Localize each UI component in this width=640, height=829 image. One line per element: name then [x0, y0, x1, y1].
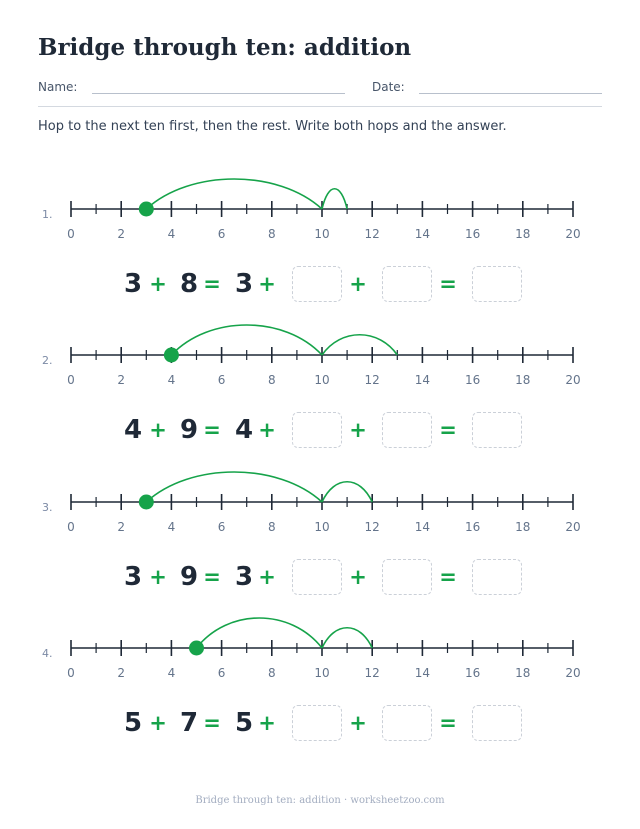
tick-label: 8 — [267, 666, 276, 680]
tick-label: 2 — [117, 520, 126, 534]
problem-1 — [0, 181, 640, 301]
answer-box-sum[interactable] — [472, 705, 522, 741]
tick-label: 18 — [515, 227, 531, 241]
instructions: Hop to the next ten first, then the rest. Write both hops and the answer. — [38, 119, 507, 134]
tick-label: 16 — [464, 373, 481, 387]
tick-label: 6 — [217, 520, 226, 534]
tick-label: 8 — [267, 227, 276, 241]
addend-a-repeat: 5 — [234, 708, 254, 738]
problem-number: 1. — [42, 208, 53, 221]
start-point — [164, 348, 179, 363]
tick-label: 14 — [414, 520, 431, 534]
tick-label: 4 — [167, 227, 176, 241]
addend-b: 9 — [179, 415, 199, 445]
tick-label: 14 — [414, 227, 431, 241]
answer-box-sum[interactable] — [472, 412, 522, 448]
tick-label: 16 — [464, 227, 481, 241]
hop-to-ten — [146, 472, 322, 502]
tick-label: 0 — [67, 227, 75, 241]
worksheet-title: Bridge through ten: addition — [38, 34, 412, 61]
tick-label: 2 — [117, 373, 126, 387]
number-line — [0, 620, 640, 690]
addend-a: 3 — [123, 269, 143, 299]
addend-a-repeat: 3 — [234, 562, 254, 592]
tick-label: 4 — [167, 373, 176, 387]
answer-box-sum[interactable] — [472, 266, 522, 302]
equals-sign: = — [203, 272, 221, 296]
tick-label: 20 — [565, 227, 581, 241]
plus-sign: + — [349, 711, 367, 735]
tick-label: 4 — [167, 520, 176, 534]
tick-label: 8 — [267, 373, 276, 387]
name-label: Name: — [38, 80, 78, 94]
tick-label: 10 — [314, 520, 330, 534]
equals-sign: = — [203, 418, 221, 442]
equals-sign: = — [439, 711, 457, 735]
equals-sign: = — [203, 711, 221, 735]
tick-label: 6 — [217, 373, 226, 387]
tick-label: 12 — [364, 520, 380, 534]
hop-to-ten — [197, 618, 323, 648]
problem-number: 3. — [42, 501, 53, 514]
tick-label: 0 — [67, 666, 75, 680]
plus-sign: + — [149, 272, 167, 296]
tick-label: 12 — [364, 373, 380, 387]
start-point — [139, 495, 154, 510]
tick-label: 20 — [565, 520, 581, 534]
answer-box-hop2[interactable] — [382, 705, 432, 741]
start-point — [139, 202, 154, 217]
plus-sign: + — [258, 272, 276, 296]
addend-b: 8 — [179, 269, 199, 299]
addend-b: 7 — [179, 708, 199, 738]
tick-label: 12 — [364, 227, 380, 241]
addend-a-repeat: 4 — [234, 415, 254, 445]
plus-sign: + — [258, 565, 276, 589]
answer-box-sum[interactable] — [472, 559, 522, 595]
tick-label: 6 — [217, 666, 226, 680]
plus-sign: + — [349, 272, 367, 296]
tick-label: 6 — [217, 227, 226, 241]
tick-label: 16 — [464, 520, 481, 534]
start-point — [189, 641, 204, 656]
problem-4 — [0, 620, 640, 740]
addend-a: 5 — [123, 708, 143, 738]
tick-label: 0 — [67, 373, 75, 387]
tick-label: 0 — [67, 520, 75, 534]
addend-a-repeat: 3 — [234, 269, 254, 299]
addend-b: 9 — [179, 562, 199, 592]
addend-a: 3 — [123, 562, 143, 592]
header-divider — [38, 106, 602, 107]
name-field[interactable] — [92, 93, 345, 94]
tick-label: 14 — [414, 373, 431, 387]
tick-label: 18 — [515, 666, 531, 680]
tick-label: 20 — [565, 666, 581, 680]
tick-label: 20 — [565, 373, 581, 387]
equals-sign: = — [439, 272, 457, 296]
addend-a: 4 — [123, 415, 143, 445]
footer: Bridge through ten: addition · worksheetzoo.com — [195, 795, 445, 806]
answer-box-hop2[interactable] — [382, 412, 432, 448]
answer-box-hop1[interactable] — [292, 559, 342, 595]
plus-sign: + — [258, 711, 276, 735]
answer-box-hop2[interactable] — [382, 266, 432, 302]
plus-sign: + — [149, 418, 167, 442]
equals-sign: = — [439, 418, 457, 442]
tick-label: 10 — [314, 666, 330, 680]
date-label: Date: — [372, 80, 405, 94]
problem-number: 2. — [42, 354, 53, 367]
answer-box-hop2[interactable] — [382, 559, 432, 595]
equals-sign: = — [439, 565, 457, 589]
problem-2 — [0, 327, 640, 447]
number-line — [0, 327, 640, 397]
tick-label: 4 — [167, 666, 176, 680]
tick-label: 16 — [464, 666, 481, 680]
date-field[interactable] — [419, 93, 602, 94]
tick-label: 8 — [267, 520, 276, 534]
plus-sign: + — [349, 418, 367, 442]
answer-box-hop1[interactable] — [292, 705, 342, 741]
tick-label: 18 — [515, 373, 531, 387]
number-line — [0, 474, 640, 544]
tick-label: 18 — [515, 520, 531, 534]
answer-box-hop1[interactable] — [292, 412, 342, 448]
tick-label: 10 — [314, 227, 330, 241]
hop-remainder — [322, 189, 347, 209]
tick-label: 10 — [314, 373, 330, 387]
problem-3 — [0, 474, 640, 594]
tick-label: 14 — [414, 666, 431, 680]
plus-sign: + — [149, 711, 167, 735]
problem-number: 4. — [42, 647, 53, 660]
hop-remainder — [322, 335, 397, 355]
number-line — [0, 181, 640, 251]
plus-sign: + — [258, 418, 276, 442]
equals-sign: = — [203, 565, 221, 589]
tick-label: 2 — [117, 227, 126, 241]
hop-to-ten — [146, 179, 322, 209]
plus-sign: + — [149, 565, 167, 589]
tick-label: 12 — [364, 666, 380, 680]
tick-label: 2 — [117, 666, 126, 680]
answer-box-hop1[interactable] — [292, 266, 342, 302]
plus-sign: + — [349, 565, 367, 589]
